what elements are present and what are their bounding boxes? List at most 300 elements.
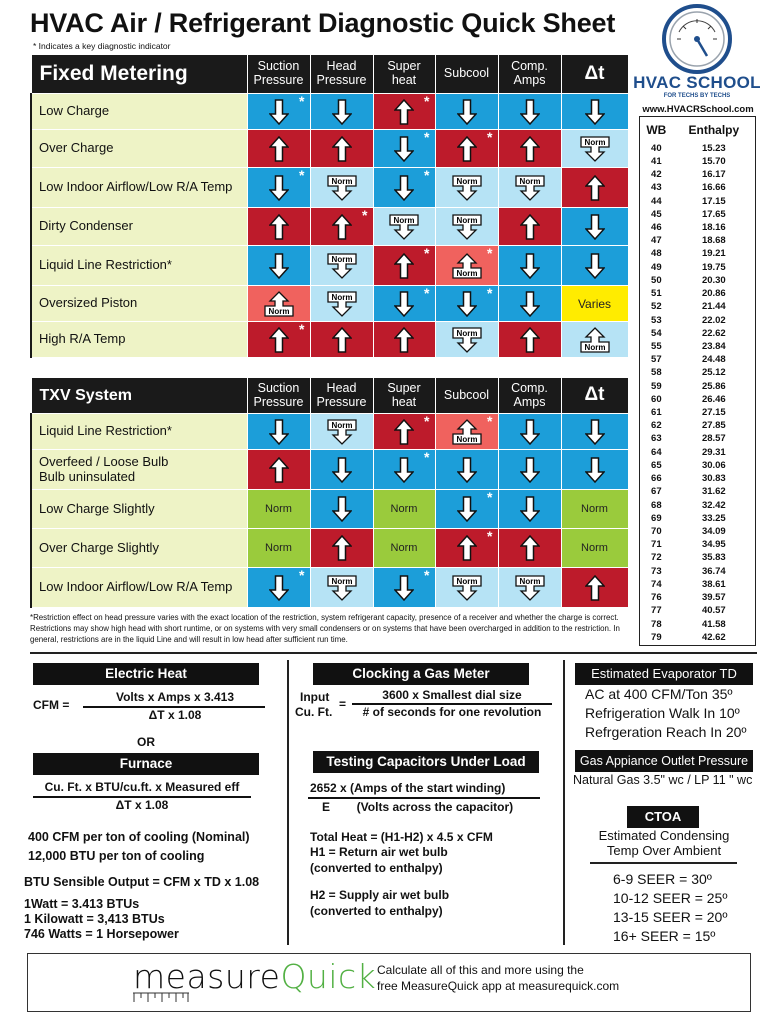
indicator-cell xyxy=(310,246,373,286)
arrow-down-icon xyxy=(585,214,605,240)
wb-value: 64 xyxy=(651,446,662,458)
enthalpy-value: 29.31 xyxy=(701,446,726,458)
indicator-cell xyxy=(561,94,628,130)
arrow-up-icon xyxy=(520,136,540,162)
enthalpy-value: 20.86 xyxy=(701,288,726,300)
wb-value: 51 xyxy=(651,288,662,300)
norm-arrow-down-icon xyxy=(514,575,546,601)
arrow-down-icon xyxy=(520,496,540,522)
col-comp-amps: Comp. Amps xyxy=(498,378,561,414)
enthalpy-value: 40.57 xyxy=(701,605,726,617)
wb-value: 60 xyxy=(651,393,662,405)
arrow-up-icon xyxy=(520,327,540,353)
enthalpy-value: 17.15 xyxy=(701,195,726,207)
norm-label: Norm xyxy=(331,176,352,186)
wb-value: 73 xyxy=(651,565,662,577)
arrow-down-icon xyxy=(394,136,414,162)
indicator-cell xyxy=(561,208,628,246)
wb-value: 77 xyxy=(651,605,662,617)
arrow-up-icon xyxy=(269,136,289,162)
indicator-cell xyxy=(247,246,310,286)
indicator-cell xyxy=(498,490,561,529)
footer-line-2[interactable]: free MeasureQuick app at measurequick.com xyxy=(377,979,620,993)
arrow-up-icon xyxy=(394,419,414,445)
key-indicator-star: * xyxy=(487,528,493,544)
indicator-cell xyxy=(435,94,498,130)
wb-row xyxy=(640,195,756,208)
wb-value: 78 xyxy=(651,618,662,630)
wb-row xyxy=(640,592,756,605)
arrow-down-icon xyxy=(457,496,477,522)
arrow-down-icon xyxy=(269,175,289,201)
wb-row xyxy=(640,394,756,407)
logo-word-quick: Quick xyxy=(280,957,377,996)
wb-value: 54 xyxy=(651,327,662,339)
indicator-cell xyxy=(247,208,310,246)
indicator-cell xyxy=(373,490,435,529)
wb-value: 72 xyxy=(651,552,662,564)
arrow-up-icon xyxy=(394,253,414,279)
norm-value: Norm xyxy=(581,503,608,515)
indicator-cell xyxy=(247,450,310,490)
norm-label: Norm xyxy=(584,342,605,352)
enthalpy-value: 30.06 xyxy=(701,459,726,471)
col-head-pressure: Head Pressure xyxy=(310,55,373,94)
wb-value: 45 xyxy=(651,208,662,220)
gas-meter-title: Clocking a Gas Meter xyxy=(313,663,529,685)
wb-value: 58 xyxy=(651,367,662,379)
table-row xyxy=(31,490,628,529)
electric-heat-title: Electric Heat xyxy=(33,663,259,685)
wb-value: 67 xyxy=(651,486,662,498)
norm-arrow-down-icon xyxy=(451,575,483,601)
col-delta-t: Δt xyxy=(561,378,628,414)
arrow-down-icon xyxy=(585,419,605,445)
table-row xyxy=(31,246,628,286)
arrow-up-icon xyxy=(457,136,477,162)
indicator-cell xyxy=(561,130,628,168)
arrow-up-icon xyxy=(332,327,352,353)
indicator-cell xyxy=(498,168,561,208)
norm-label: Norm xyxy=(268,306,289,316)
fact-kilowatt: 1 Kilowatt = 3,413 BTUs xyxy=(24,912,165,926)
indicator-cell xyxy=(247,322,310,358)
norm-value: Norm xyxy=(581,542,608,554)
indicator-cell xyxy=(435,286,498,322)
arrow-down-icon xyxy=(332,496,352,522)
arrow-down-icon xyxy=(457,457,477,483)
h1-definition: H1 = Return air wet bulb xyxy=(310,845,448,859)
condition-label: Low Indoor Airflow/Low R/A Temp xyxy=(31,168,247,208)
norm-arrow-down-icon xyxy=(326,419,358,445)
norm-label: Norm xyxy=(456,176,477,186)
indicator-cell xyxy=(435,414,498,450)
arrow-up-icon xyxy=(394,99,414,125)
wb-row xyxy=(640,288,756,301)
wb-value: 42 xyxy=(651,169,662,181)
enthalpy-value: 15.70 xyxy=(701,155,726,167)
condition-label: Overfeed / Loose Bulb Bulb uninsulated xyxy=(31,450,247,490)
ctoa-title: CTOA xyxy=(627,806,699,828)
enthalpy-value: 16.17 xyxy=(701,169,726,181)
table-row xyxy=(31,94,628,130)
indicator-cell xyxy=(310,414,373,450)
norm-arrow-down-icon xyxy=(451,327,483,353)
ctoa-desc-2: Temp Over Ambient xyxy=(606,843,722,858)
wb-row xyxy=(640,433,756,446)
ctoa-16-seer: 16+ SEER = 15º xyxy=(613,928,716,944)
arrow-down-icon xyxy=(269,253,289,279)
indicator-cell xyxy=(561,414,628,450)
wb-value: 44 xyxy=(651,195,662,207)
norm-arrow-down-icon xyxy=(451,214,483,240)
col-superheat: Super heat xyxy=(373,55,435,94)
indicator-cell xyxy=(247,490,310,529)
column-divider xyxy=(563,660,565,945)
fact-cfm-per-ton: 400 CFM per ton of cooling (Nominal) xyxy=(28,830,250,844)
wb-row xyxy=(640,182,756,195)
enthalpy-value: 18.16 xyxy=(701,221,726,233)
col-head-pressure: Head Pressure xyxy=(310,378,373,414)
wb-row xyxy=(640,499,756,512)
indicator-cell xyxy=(561,529,628,568)
indicator-cell xyxy=(310,568,373,608)
ctoa-divider xyxy=(590,862,737,864)
key-indicator-star: * xyxy=(299,567,305,583)
norm-value: Norm xyxy=(265,503,292,515)
furnace-numerator: Cu. Ft. x BTU/cu.ft. x Measured eff xyxy=(44,780,240,794)
indicator-cell xyxy=(310,286,373,322)
indicator-cell xyxy=(310,529,373,568)
wb-row xyxy=(640,235,756,248)
evap-td-ac: AC at 400 CFM/Ton 35º xyxy=(585,686,733,702)
wb-row xyxy=(640,513,756,526)
wb-enthalpy-table xyxy=(639,116,756,646)
enthalpy-value: 32.42 xyxy=(701,499,726,511)
arrow-down-icon xyxy=(457,99,477,125)
arrow-up-icon xyxy=(332,535,352,561)
varies-value: Varies xyxy=(577,296,612,311)
norm-arrow-up-icon xyxy=(451,419,483,445)
enthalpy-value: 22.62 xyxy=(701,327,726,339)
col-suction-pressure: Suction Pressure xyxy=(247,378,310,414)
wb-value: 71 xyxy=(651,539,662,551)
condition-label: High R/A Temp xyxy=(31,322,247,358)
wb-row xyxy=(640,552,756,565)
key-indicator-star: * xyxy=(424,129,430,145)
arrow-down-icon xyxy=(269,419,289,445)
fact-btu-per-ton: 12,000 BTU per ton of cooling xyxy=(28,849,205,863)
norm-value: Norm xyxy=(265,542,292,554)
wb-row xyxy=(640,473,756,486)
wb-row xyxy=(640,156,756,169)
key-indicator-star: * xyxy=(424,285,430,301)
indicator-cell xyxy=(435,450,498,490)
condition-label: Low Charge xyxy=(31,94,247,130)
wb-row xyxy=(640,486,756,499)
gas-meter-denominator: # of seconds for one revolution xyxy=(362,705,542,719)
indicator-cell xyxy=(247,94,310,130)
measurequick-logo xyxy=(133,957,376,996)
condition-label: Liquid Line Restriction* xyxy=(31,246,247,286)
enthalpy-value: 22.02 xyxy=(701,314,726,326)
fixed-metering-header: Fixed Metering xyxy=(31,55,247,94)
wb-row xyxy=(640,222,756,235)
enthalpy-value: 38.61 xyxy=(701,578,726,590)
h2-definition: H2 = Supply air wet bulb xyxy=(310,888,450,902)
restriction-footnote: *Restriction effect on head pressure varies with the exact location of the restriction, system refrigerant capacity, presence of a receiver and whether the charge is correct. Restrictions may show high head with short runtime, or on systems with very small condensers or on systems that have been overcharged in addition to the restriction. In general, restrictions are in the liquid Line and will result in low head after sufficient run time. xyxy=(30,613,620,644)
condition-label: Liquid Line Restriction* xyxy=(31,414,247,450)
wb-value: 57 xyxy=(651,354,662,366)
norm-arrow-down-icon xyxy=(579,136,611,162)
enthalpy-value: 21.44 xyxy=(701,301,726,313)
norm-label: Norm xyxy=(331,420,352,430)
gas-outlet-pressure: Natural Gas 3.5" wc / LP 11 " wc xyxy=(573,773,753,787)
wb-row xyxy=(640,632,756,646)
wb-value: 62 xyxy=(651,420,662,432)
indicator-cell xyxy=(561,286,628,322)
indicator-cell xyxy=(310,322,373,358)
enthalpy-value: 41.58 xyxy=(701,618,726,630)
indicator-cell xyxy=(498,94,561,130)
table-row xyxy=(31,529,628,568)
key-indicator-star: * xyxy=(299,167,305,183)
table-row xyxy=(31,568,628,608)
h1-note: (converted to enthalpy) xyxy=(310,861,443,875)
wb-value: 70 xyxy=(651,526,662,537)
wb-row xyxy=(640,539,756,552)
condition-label: Over Charge Slightly xyxy=(31,529,247,568)
indicator-cell xyxy=(498,130,561,168)
indicator-cell xyxy=(561,568,628,608)
wb-row xyxy=(640,380,756,393)
wb-row xyxy=(640,169,756,182)
indicator-cell xyxy=(435,246,498,286)
enthalpy-value: 17.65 xyxy=(701,208,726,220)
indicator-cell xyxy=(435,130,498,168)
indicator-cell xyxy=(561,168,628,208)
norm-value: Norm xyxy=(390,542,418,554)
indicator-cell xyxy=(435,168,498,208)
page-subtitle: * Indicates a key diagnostic indicator xyxy=(33,41,171,51)
ctoa-10-12-seer: 10-12 SEER = 25º xyxy=(613,890,728,906)
wb-row xyxy=(640,526,756,539)
wb-row xyxy=(640,248,756,261)
arrow-up-icon xyxy=(332,136,352,162)
condition-label: Over Charge xyxy=(31,130,247,168)
condition-label: Low Charge Slightly xyxy=(31,490,247,529)
norm-arrow-down-icon xyxy=(451,175,483,201)
logo-name: HVAC SCHOOL xyxy=(633,73,761,92)
enthalpy-value: 34.95 xyxy=(701,539,726,551)
norm-arrow-down-icon xyxy=(326,253,358,279)
enthalpy-value: 25.12 xyxy=(701,367,726,379)
electric-heat-denominator: ΔT x 1.08 xyxy=(148,708,202,722)
enthalpy-value: 31.62 xyxy=(701,486,726,498)
wb-value: 74 xyxy=(651,578,662,590)
indicator-cell xyxy=(247,529,310,568)
indicator-cell xyxy=(373,130,435,168)
arrow-down-icon xyxy=(520,291,540,317)
hvac-school-logo xyxy=(627,2,767,117)
norm-value: Norm xyxy=(390,503,418,515)
wb-value: 50 xyxy=(651,274,662,286)
wb-row xyxy=(640,447,756,460)
arrow-down-icon xyxy=(394,175,414,201)
col-suction-pressure: Suction Pressure xyxy=(247,55,310,94)
norm-label: Norm xyxy=(456,328,477,338)
gas-meter-numerator: 3600 x Smallest dial size xyxy=(382,688,522,702)
wb-row xyxy=(640,354,756,367)
capacitor-title: Testing Capacitors Under Load xyxy=(313,751,539,773)
logo-tagline: FOR TECHS BY TECHS xyxy=(663,93,731,99)
enthalpy-value: 27.15 xyxy=(701,407,726,419)
enthalpy-value: 28.57 xyxy=(701,433,726,445)
wb-value: 43 xyxy=(651,182,662,194)
norm-label: Norm xyxy=(456,268,477,278)
indicator-cell xyxy=(561,450,628,490)
indicator-cell xyxy=(435,208,498,246)
enthalpy-value: 33.25 xyxy=(701,512,726,524)
indicator-cell xyxy=(498,414,561,450)
fixed-metering-table xyxy=(30,54,629,358)
col-wb: WB xyxy=(646,122,667,137)
indicator-cell xyxy=(561,246,628,286)
wb-value: 61 xyxy=(651,407,662,419)
key-indicator-star: * xyxy=(424,93,430,109)
ctoa-13-15-seer: 13-15 SEER = 20º xyxy=(613,909,728,925)
enthalpy-value: 39.57 xyxy=(701,592,726,604)
condition-label: Dirty Condenser xyxy=(31,208,247,246)
table-row xyxy=(31,450,628,490)
enthalpy-value: 34.09 xyxy=(701,526,726,537)
ctoa-6-9-seer: 6-9 SEER = 30º xyxy=(613,871,712,887)
wb-value: 63 xyxy=(651,433,662,445)
indicator-cell xyxy=(435,490,498,529)
table-row xyxy=(31,286,628,322)
table-row xyxy=(31,322,628,358)
enthalpy-value: 25.86 xyxy=(701,380,726,392)
norm-label: Norm xyxy=(331,292,352,302)
wb-value: 48 xyxy=(651,248,662,260)
arrow-down-icon xyxy=(520,99,540,125)
wb-row xyxy=(640,275,756,288)
wb-value: 79 xyxy=(651,631,662,643)
enthalpy-value: 35.83 xyxy=(701,552,726,564)
indicator-cell xyxy=(373,208,435,246)
indicator-cell xyxy=(310,130,373,168)
wb-row xyxy=(640,328,756,341)
wb-row xyxy=(640,143,756,156)
wb-value: 46 xyxy=(651,221,662,233)
arrow-up-icon xyxy=(585,575,605,601)
evap-td-reach-in: Refrgeration Reach In 20º xyxy=(585,724,747,740)
wb-row xyxy=(640,367,756,380)
arrow-down-icon xyxy=(585,99,605,125)
indicator-cell xyxy=(498,286,561,322)
enthalpy-value: 15.23 xyxy=(701,142,726,154)
wb-row xyxy=(640,407,756,420)
enthalpy-value: 26.46 xyxy=(701,393,726,405)
arrow-down-icon xyxy=(269,99,289,125)
page-title: HVAC Air / Refrigerant Diagnostic Quick Sheet xyxy=(30,8,616,38)
indicator-cell xyxy=(498,529,561,568)
norm-arrow-down-icon xyxy=(326,575,358,601)
logo-url[interactable]: www.HVACRSchool.com xyxy=(642,104,754,115)
arrow-up-icon xyxy=(394,327,414,353)
col-superheat: Super heat xyxy=(373,378,435,414)
key-indicator-star: * xyxy=(487,489,493,505)
fraction-line xyxy=(308,797,540,799)
evap-td-walk-in: Refrigeration Walk In 10º xyxy=(585,705,740,721)
wb-row xyxy=(640,566,756,579)
enthalpy-value: 20.30 xyxy=(701,274,726,286)
arrow-up-icon xyxy=(332,214,352,240)
norm-label: Norm xyxy=(331,576,352,586)
cfm-label: CFM = xyxy=(33,698,70,712)
arrow-up-icon xyxy=(520,535,540,561)
indicator-cell xyxy=(435,568,498,608)
table-row xyxy=(31,208,628,246)
indicator-cell xyxy=(247,130,310,168)
wb-value: 47 xyxy=(651,235,662,247)
norm-label: Norm xyxy=(393,215,415,225)
ctoa-desc-1: Estimated Condensing xyxy=(598,828,730,843)
key-indicator-star: * xyxy=(487,129,493,145)
indicator-cell xyxy=(310,450,373,490)
col-subcool: Subcool xyxy=(435,378,498,414)
fact-watt: 1Watt = 3.413 BTUs xyxy=(24,897,140,911)
ruler-icon xyxy=(133,992,193,1004)
key-indicator-star: * xyxy=(487,413,493,429)
wb-value: 59 xyxy=(651,380,662,392)
indicator-cell xyxy=(373,322,435,358)
arrow-down-icon xyxy=(520,457,540,483)
key-indicator-star: * xyxy=(299,93,305,109)
h2-note: (converted to enthalpy) xyxy=(310,904,443,918)
arrow-down-icon xyxy=(457,291,477,317)
norm-arrow-down-icon xyxy=(388,214,420,240)
table-row xyxy=(31,414,628,450)
key-indicator-star: * xyxy=(424,245,430,261)
arrow-up-icon xyxy=(269,457,289,483)
arrow-down-icon xyxy=(585,253,605,279)
enthalpy-value: 42.62 xyxy=(701,631,726,643)
arrow-down-icon xyxy=(332,457,352,483)
footer-line-1: Calculate all of this and more using the xyxy=(377,963,584,977)
norm-arrow-down-icon xyxy=(514,175,546,201)
wb-value: 53 xyxy=(651,314,662,326)
arrow-up-icon xyxy=(269,214,289,240)
wb-row xyxy=(640,341,756,354)
norm-label: Norm xyxy=(331,254,352,264)
wb-row xyxy=(640,579,756,592)
wb-value: 49 xyxy=(651,261,662,273)
furnace-title: Furnace xyxy=(33,753,259,775)
table-row xyxy=(31,168,628,208)
wb-value: 40 xyxy=(651,142,662,154)
wb-value: 55 xyxy=(651,340,662,352)
arrow-down-icon xyxy=(394,457,414,483)
arrow-down-icon xyxy=(520,419,540,445)
indicator-cell xyxy=(373,414,435,450)
capacitor-numerator: 2652 x (Amps of the start winding) xyxy=(310,781,506,795)
key-indicator-star: * xyxy=(424,567,430,583)
arrow-down-icon xyxy=(332,99,352,125)
indicator-cell xyxy=(498,246,561,286)
col-enthalpy: Enthalpy xyxy=(688,122,740,137)
enthalpy-value: 30.83 xyxy=(701,473,726,485)
